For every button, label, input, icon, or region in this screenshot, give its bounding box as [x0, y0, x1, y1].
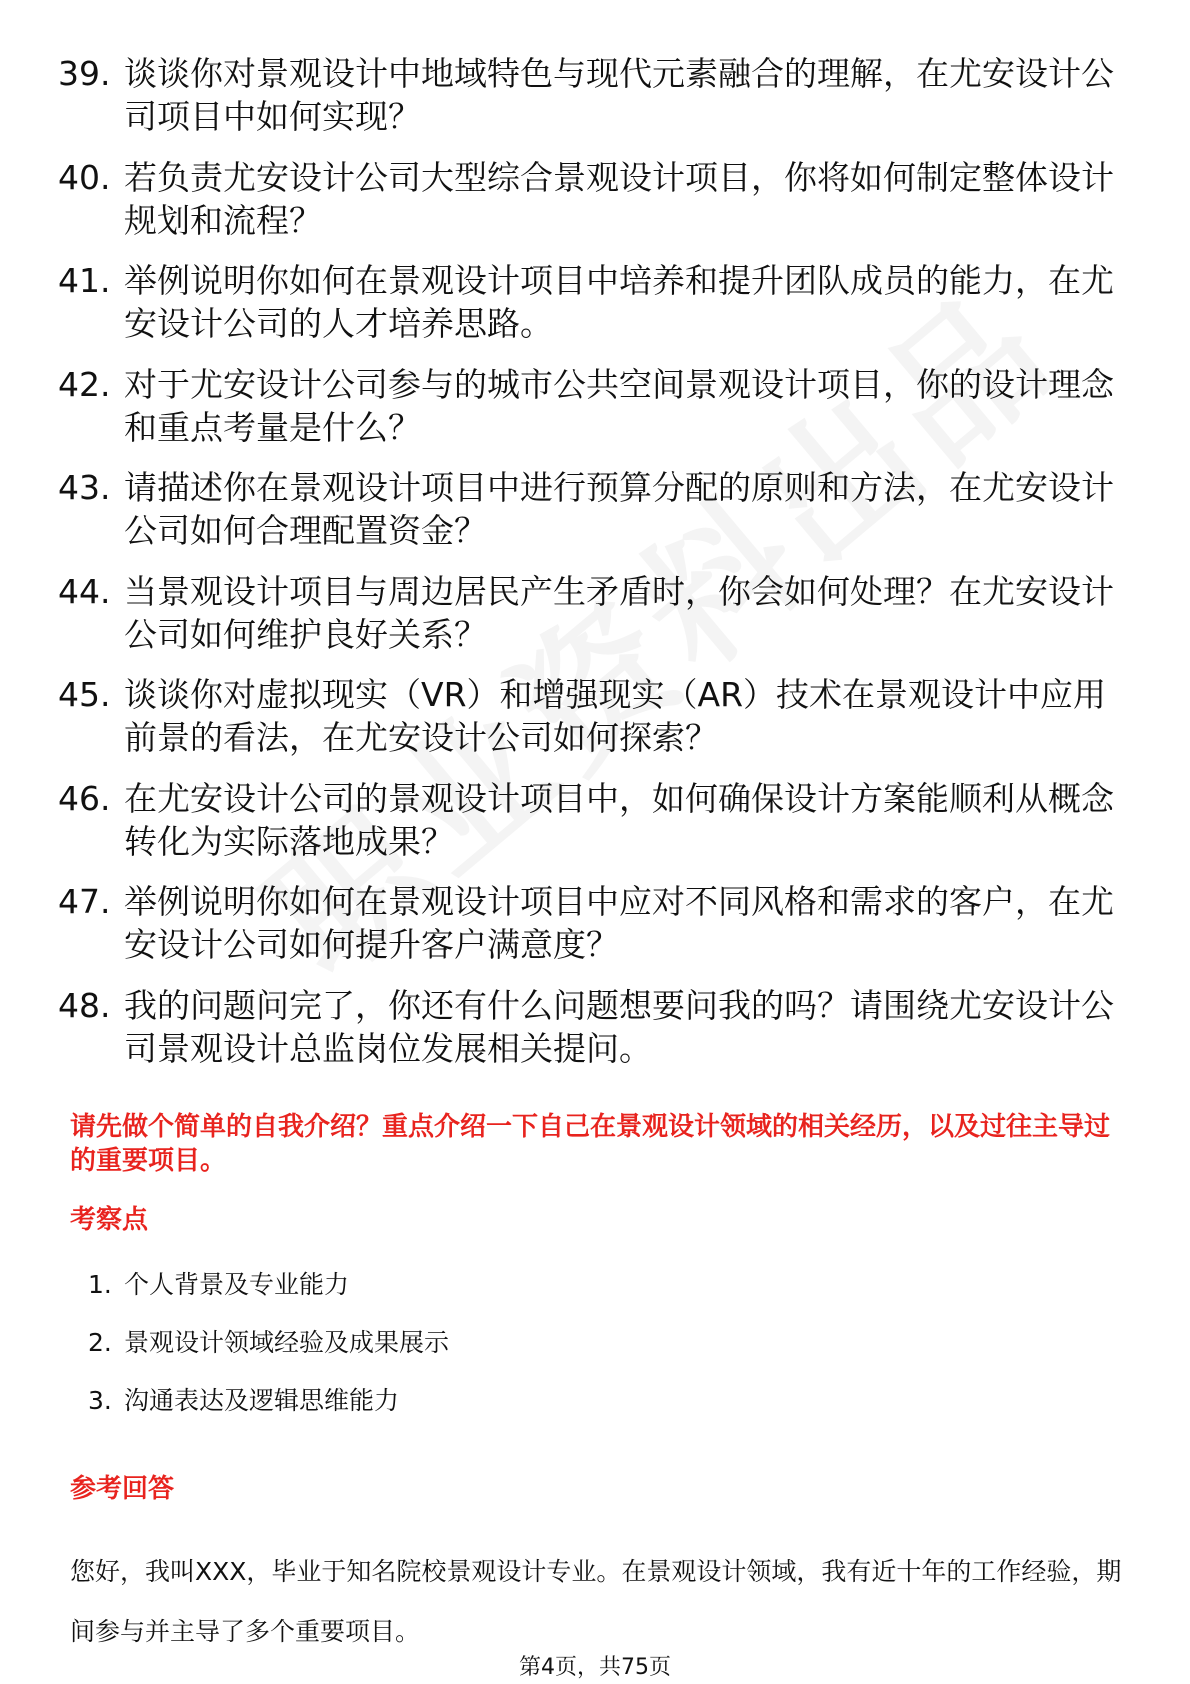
- question-number: 39.: [58, 54, 111, 93]
- point-text: 个人背景及专业能力: [124, 1270, 350, 1299]
- question-text: 谈谈你对景观设计中地域特色与现代元素融合的理解，在尤安设计公司项目中如何实现？: [124, 54, 1114, 136]
- question-item: [58, 466, 1118, 552]
- question-item: [58, 259, 1118, 345]
- question-number: 45.: [58, 675, 111, 714]
- points-list: [88, 1268, 449, 1442]
- question-number: 40.: [58, 157, 111, 197]
- question-number: 41.: [58, 261, 111, 300]
- question-text: 在尤安设计公司的景观设计项目中，如何确保设计方案能顺利从概念转化为实际落地成果？: [124, 778, 1114, 861]
- question-item: [58, 777, 1118, 863]
- answer-text: 您好，我叫XXX，毕业于知名院校景观设计专业。在景观设计领域，我有近十年的工作经验，期间参与并主导了多个重要项目。: [70, 1557, 1122, 1646]
- question-item: [58, 984, 1118, 1070]
- question-text: 谈谈你对虚拟现实（VR）和增强现实（AR）技术在景观设计中应用前景的看法，在尤安设计公司如何探索？: [124, 675, 1107, 757]
- question-text: 我的问题问完了，你还有什么问题想要问我的吗？请围绕尤安设计公司景观设计总监岗位发展相关提问。: [124, 985, 1114, 1068]
- question-number: 46.: [58, 778, 111, 818]
- question-number: 42.: [58, 364, 111, 404]
- question-number: 47.: [58, 882, 111, 921]
- point-item: [88, 1384, 449, 1442]
- point-number: 2.: [88, 1328, 112, 1357]
- point-item: [88, 1268, 449, 1326]
- question-text: 若负责尤安设计公司大型综合景观设计项目，你将如何制定整体设计规划和流程？: [124, 157, 1114, 240]
- points-title: 考察点: [70, 1205, 149, 1235]
- question-item: [58, 570, 1118, 656]
- point-number: 1.: [88, 1270, 112, 1299]
- question-text: 举例说明你如何在景观设计项目中应对不同风格和需求的客户，在尤安设计公司如何提升客户满意度？: [124, 882, 1114, 964]
- question-text: 请描述你在景观设计项目中进行预算分配的原则和方法，在尤安设计公司如何合理配置资金？: [124, 468, 1114, 550]
- question-list: [58, 52, 1118, 1087]
- question-text: 对于尤安设计公司参与的城市公共空间景观设计项目，你的设计理念和重点考量是什么？: [124, 364, 1114, 447]
- point-text: 沟通表达及逻辑思维能力: [124, 1386, 400, 1415]
- page-footer: 第4页，共75页: [519, 1655, 671, 1680]
- question-item: [58, 52, 1118, 138]
- answer-title: 参考回答: [70, 1474, 175, 1504]
- intro-question: 请先做个简单的自我介绍？重点介绍一下自己在景观设计领域的相关经历，以及过往主导过的重要项目。: [70, 1112, 1111, 1176]
- question-item: [58, 156, 1118, 242]
- question-text: 举例说明你如何在景观设计项目中培养和提升团队成员的能力，在尤安设计公司的人才培养思路。: [124, 261, 1114, 343]
- point-number: 3.: [88, 1386, 112, 1415]
- question-text: 当景观设计项目与周边居民产生矛盾时，你会如何处理？在尤安设计公司如何维护良好关系？: [124, 571, 1114, 654]
- question-number: 44.: [58, 571, 111, 611]
- question-item: [58, 880, 1118, 966]
- question-item: [58, 363, 1118, 449]
- question-item: [58, 673, 1118, 759]
- question-number: 48.: [58, 985, 111, 1025]
- question-number: 43.: [58, 468, 111, 507]
- point-text: 景观设计领域经验及成果展示: [124, 1328, 450, 1357]
- point-item: [88, 1326, 449, 1384]
